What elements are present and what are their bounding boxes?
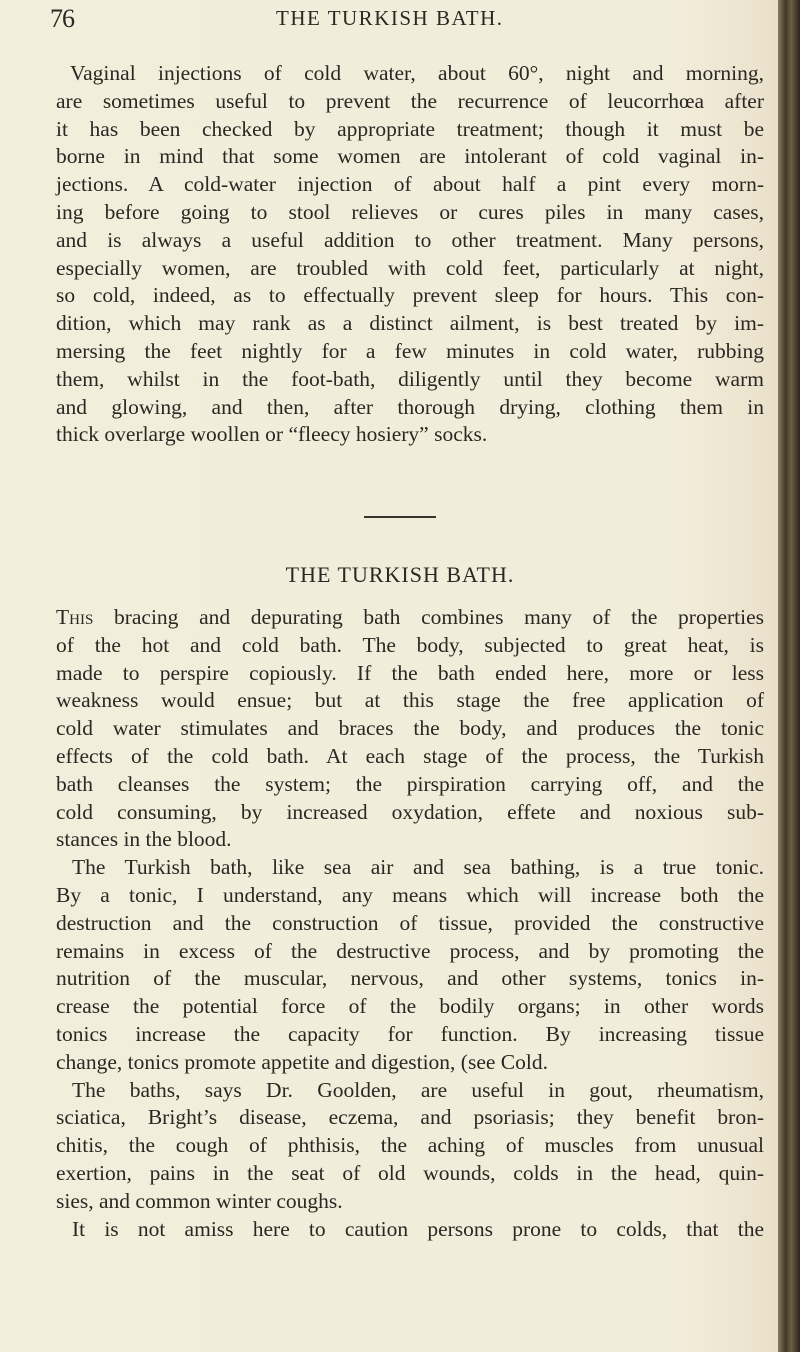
text-line: made to perspire copiously. If the bath ended here, more or less [56,660,764,685]
text-line: The Turkish bath, like sea air and sea bathing, is a true tonic. [72,855,764,880]
text-line: so cold, indeed, as to effectually prevent sleep for hours. This con- [56,283,764,308]
first-line-rest: bracing and depurating bath combines many of the properties [93,605,764,629]
book-spine-edge [778,0,800,1352]
running-title: THE TURKISH BATH. [276,6,504,30]
text-line: cold water stimulates and braces the body, and produces the tonic [56,716,764,741]
text-line: The baths, says Dr. Goolden, are useful in gout, rheumatism, [72,1077,764,1102]
text-line: of the hot and cold bath. The body, subjected to great heat, is [56,632,764,657]
text-line: them, whilst in the foot-bath, diligently until they become warm [56,366,764,391]
text-line: By a tonic, I understand, any means which will increase both the [56,882,764,907]
text-line: mersing the feet nightly for a few minutes in cold water, rubbing [56,338,764,363]
text-line: and is always a useful addition to other treatment. Many persons, [56,227,764,252]
text-line: weakness would ensue; but at this stage the free application of [56,688,764,713]
text-line: change, tonics promote appetite and digestion, (see Cold. [56,1049,548,1074]
text-line: nutrition of the muscular, nervous, and other systems, tonics in- [56,966,764,991]
text-line: It is not amiss here to caution persons prone to colds, that the [72,1216,764,1241]
text-line: tonics increase the capacity for function. By increasing tissue [56,1021,764,1046]
text-line: thick overlarge woollen or “fleecy hosiery” socks. [56,422,488,447]
text-line: are sometimes useful to prevent the recurrence of leucorrhœa after [56,88,764,113]
section-heading: THE TURKISH BATH. [285,562,515,587]
text-line: chitis, the cough of phthisis, the aching of muscles from unusual [56,1133,764,1158]
text-line-first [56,604,764,632]
text-line: Vaginal injections of cold water, about 60°, night and morning, [70,61,764,85]
text-line: and glowing, and then, after thorough drying, clothing them in [56,394,764,419]
section-divider-rule [364,516,436,518]
text-line: it has been checked by appropriate treatment; though it must be [56,116,764,141]
text-line: bath cleanses the system; the pirspiration carrying off, and the [56,771,764,796]
text-line: exertion, pains in the seat of old wounds, colds in the head, quin- [56,1160,764,1185]
text-line: effects of the cold bath. At each stage of the process, the Turkish [56,743,764,768]
paragraph-turkish-bath [56,604,764,1243]
text-line: dition, which may rank as a distinct ailment, is best treated by im- [56,311,764,336]
text-line: cold consuming, by increased oxydation, effete and noxious sub- [56,799,764,824]
page-number: 76 [50,4,74,33]
text-line: stances in the blood. [56,827,232,852]
text-line: sciatica, Bright’s disease, eczema, and psoriasis; they benefit bron- [56,1105,764,1130]
text-line: destruction and the construction of tissue, provided the constructive [56,910,764,935]
text-line: remains in excess of the destructive process, and by promoting the [56,938,764,963]
running-head [0,4,780,38]
text-line: ing before going to stool relieves or cures piles in many cases, [56,199,764,224]
paragraph-cold-water-treatments [56,60,764,449]
text-line: borne in mind that some women are intolerant of cold vaginal in- [56,144,764,169]
text-line: especially women, are troubled with cold feet, particularly at night, [56,255,764,280]
lead-word: This [56,605,94,629]
text-line: sies, and common winter coughs. [56,1188,343,1213]
text-line: jections. A cold-water injection of about half a pint every morn- [56,172,764,197]
text-line: crease the potential force of the bodily organs; in other words [56,994,764,1019]
